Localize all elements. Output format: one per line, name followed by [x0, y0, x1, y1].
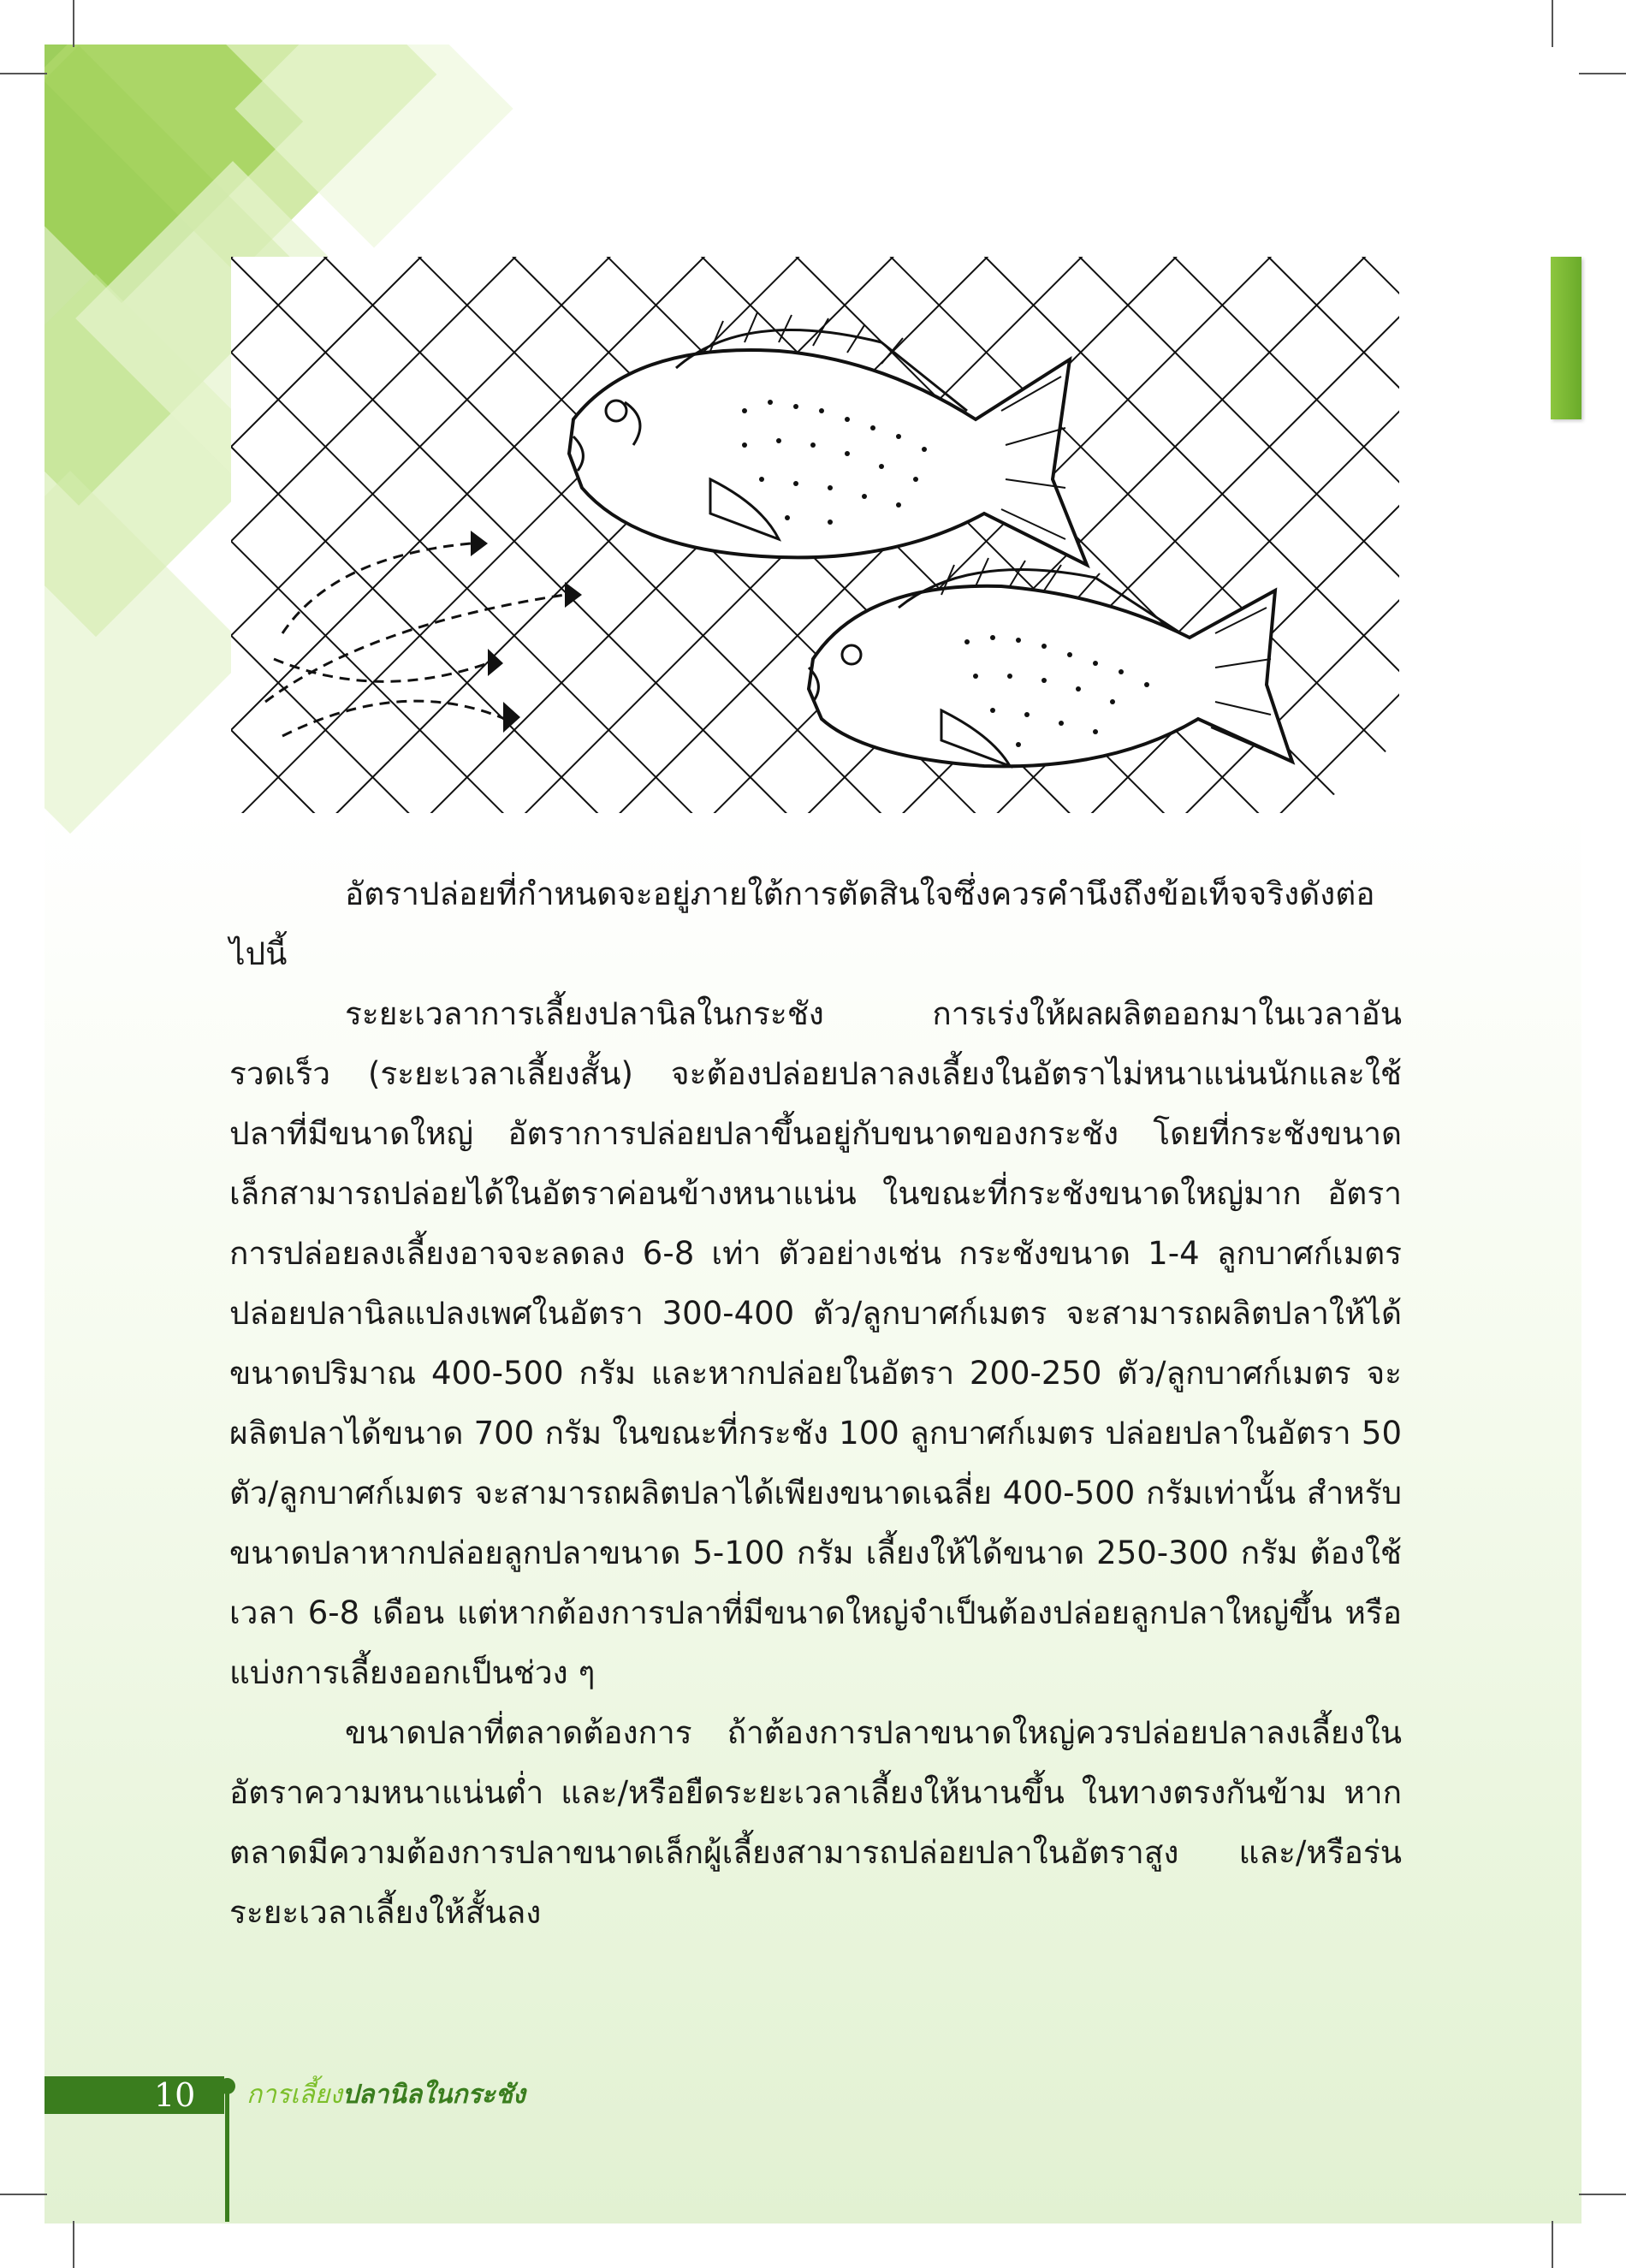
body-text: [229, 864, 1402, 1943]
fish-in-net-illustration: [231, 257, 1399, 822]
running-title-part2: ปลานิลในกระชัง: [342, 2080, 525, 2110]
page-number: 10: [154, 2076, 196, 2114]
paragraph: อัตราปล่อยที่กำหนดจะอยู่ภายใต้การตัดสินใจซึ่งควรคำนึงถึงข้อเท็จจริงดังต่อไปนี้: [229, 876, 1375, 972]
chapter-tab: [1551, 257, 1581, 419]
footer-line: [225, 2093, 229, 2222]
crop-mark: [0, 2194, 47, 2195]
crop-mark: [1579, 2194, 1626, 2195]
paragraph: ระยะเวลาการเลี้ยงปลานิลในกระชัง การเร่งให้ผลผลิตออกมาในเวลาอันรวดเร็ว (ระยะเวลาเลี้ยงสั้น) จะต้องปล่อยปลาลงเลี้ยงในอัตราไม่หนาแน่นนักและใช้ปลาที่มีขนาดใหญ่ อัตราการปล่อยปลาขึ้นอยู่กับขนาดของกระชัง โดยที่กระชังขนาดเล็กสามารถปล่อยได้ในอัตราค่อนข้างหนาแน่น ในขณะที่กระชังขนาดใหญ่มาก อัตราการปล่อยลงเลี้ยงอาจจะลดลง 6-8 เท่า ตัวอย่างเช่น กระชังขนาด 1-4 ลูกบาศก์เมตร ปล่อยปลานิลแปลงเพศในอัตรา 300-400 ตัว/ลูกบาศก์เมตร จะสามารถผลิตปลาให้ได้ขนาดปริมาณ 400-500 กรัม และหากปล่อยในอัตรา 200-250 ตัว/ลูกบาศก์เมตร จะผลิตปลาได้ขนาด 700 กรัม ในขณะที่กระชัง 100 ลูกบาศก์เมตร ปล่อยปลาในอัตรา 50 ตัว/ลูกบาศก์เมตร จะสามารถผลิตปลาได้เพียงขนาดเฉลี่ย 400-500 กรัมเท่านั้น สำหรับขนาดปลาหากปล่อยลูกปลาขนาด 5-100 กรัม เลี้ยงให้ได้ขนาด 250-300 กรัม ต้องใช้เวลา 6-8 เดือน แต่หากต้องการปลาที่มีขนาดใหญ่จำเป็นต้องปล่อยลูกปลาใหญ่ขึ้น หรือแบ่งการเลี้ยงออกเป็นช่วง ๆ: [229, 995, 1402, 1691]
footer-dot: [219, 2078, 235, 2094]
crop-mark: [1552, 0, 1553, 47]
crop-mark: [73, 0, 74, 47]
crop-mark: [1552, 2221, 1553, 2268]
running-title: [246, 2075, 525, 2116]
running-title-part1: การเลี้ยง: [246, 2080, 342, 2110]
crop-mark: [1579, 73, 1626, 74]
crop-mark: [73, 2221, 74, 2268]
crop-mark: [0, 73, 47, 74]
paragraph: ขนาดปลาที่ตลาดต้องการ ถ้าต้องการปลาขนาดใหญ่ควรปล่อยปลาลงเลี้ยงในอัตราความหนาแน่นต่ำ และ/หรือยืดระยะเวลาเลี้ยงให้นานขึ้น ในทางตรงกันข้าม หากตลาดมีความต้องการปลาขนาดเล็กผู้เลี้ยงสามารถปล่อยปลาในอัตราสูง และ/หรือร่นระยะเวลาเลี้ยงให้สั้นลง: [229, 1714, 1402, 1931]
